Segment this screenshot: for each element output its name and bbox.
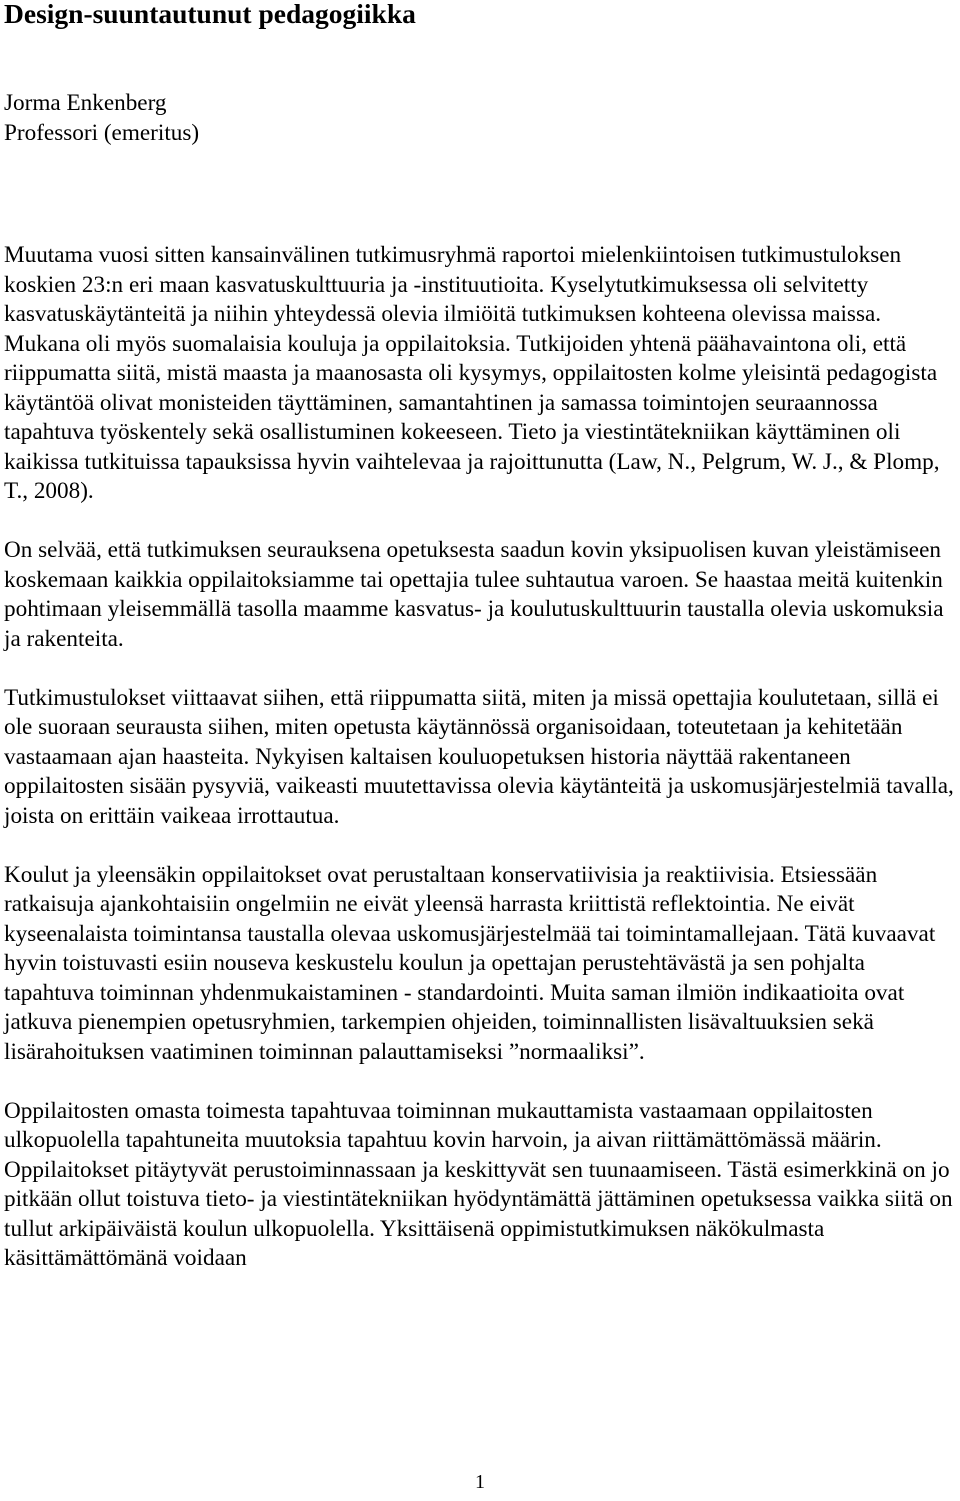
page-number: 1 <box>475 1471 485 1493</box>
author-role: Professori (emeritus) <box>4 120 200 146</box>
paragraph: On selvää, että tutkimuksen seurauksena opetuksesta saadun kovin yksipuolisen kuvan yleistämiseen koskemaan kaikkia oppilaitoksiamme tai opettajia tulee suhtautua varoen. Se haastaa meitä kuitenkin pohtimaan yleisemmällä tasolla maamme kasvatus- ja koulutuskulttuurin taustalla olevia uskomuksia ja rakenteita. <box>4 537 944 652</box>
body-text <box>4 241 954 1303</box>
paragraph: Oppilaitosten omasta toimesta tapahtuvaa toiminnan mukauttamista vastaamaan oppilaitosten ulkopuolella tapahtuneita muutoksia tapahtuu kovin harvoin, ja aivan riittämättömässä määrin. Oppilaitokset pitäytyvät perustoiminnassaan ja keskittyvät sen tuunaamiseen. Tästä esimerkkinä on jo pitkään ollut toistuva tieto- ja viestintätekniikan hyödyntämättä jättäminen opetuksessa vaikka siitä on tullut arkipäiväistä koulun ulkopuolella. Yksittäisenä oppimistutkimuksen näkökulmasta käsittämättömänä voidaan <box>4 1097 953 1271</box>
paragraph: Muutama vuosi sitten kansainvälinen tutkimusryhmä raportoi mielenkiintoisen tutkimustuloksen koskien 23:n eri maan kasvatuskulttuuria ja -instituutioita. Kyselytutkimuksessa oli selvitetty kasvatuskäytänteitä ja niihin yhteydessä olevia ilmiöitä tutkimuksen kohteena olevissa maissa. Mukana oli myös suomalaisia kouluja ja oppilaitoksia. Tutkijoiden yhtenä päähavaintona oli, että riippumatta siitä, mistä maasta ja maanosasta oli kysymys, oppilaitosten kolme yleisintä pedagogista käytäntöä olivat monisteiden täyttäminen, samantahtinen ja samassa toimintojen seuraannossa tapahtuva työskentely sekä osallistuminen kokeeseen. Tieto ja viestintätekniikan käyttäminen oli kaikissa tutkituissa tapauksissa hyvin vaihtelevaa ja rajoittunutta (Law, N., Pelgrum, W. J., & Plomp, T., 2008). <box>4 242 940 504</box>
author-block <box>4 88 199 148</box>
paragraph: Koulut ja yleensäkin oppilaitokset ovat perustaltaan konservatiivisia ja reaktiivisia. Etsiessään ratkaisuja ajankohtaisiin ongelmiin ne eivät yleensä harrasta kriittistä reflektointia. Ne eivät kyseenalaista toimintansa taustalla olevaa uskomusjärjestelmää tai toimintamallejaan. Tätä kuvaavat hyvin toistuvasti esiin nouseva keskustelu koulun ja opettajan perustehtävästä ja sen pohjalta tapahtuva toiminnan yhdenmukaistaminen - standardointi. Muita saman ilmiön indikaatioita ovat jatkuva pienempien opetusryhmien, tarkempien ohjeiden, toiminnallisten lisävaltuuksien sekä lisärahoituksen vaatiminen toiminnan palauttamiseksi ”normaaliksi”. <box>4 861 936 1065</box>
document-title: Design-suuntautunut pedagogiikka <box>4 0 416 29</box>
paragraph: Tutkimustulokset viittaavat siihen, että riippumatta siitä, miten ja missä opettajia koulutetaan, sillä ei ole suoraan seurausta siihen, miten opetusta käytännössä organisoidaan, toteutetaan ja kehitetään vastaamaan ajan haasteita. Nykyisen kaltaisen kouluopetuksen historia näyttää rakentaneen oppilaitosten sisään pysyviä, vaikeasti muutettavissa olevia käytänteitä ja uskomusjärjestelmiä tavalla, joista on erittäin vaikeaa irrottautua. <box>4 684 954 829</box>
author-name: Jorma Enkenberg <box>4 90 167 116</box>
